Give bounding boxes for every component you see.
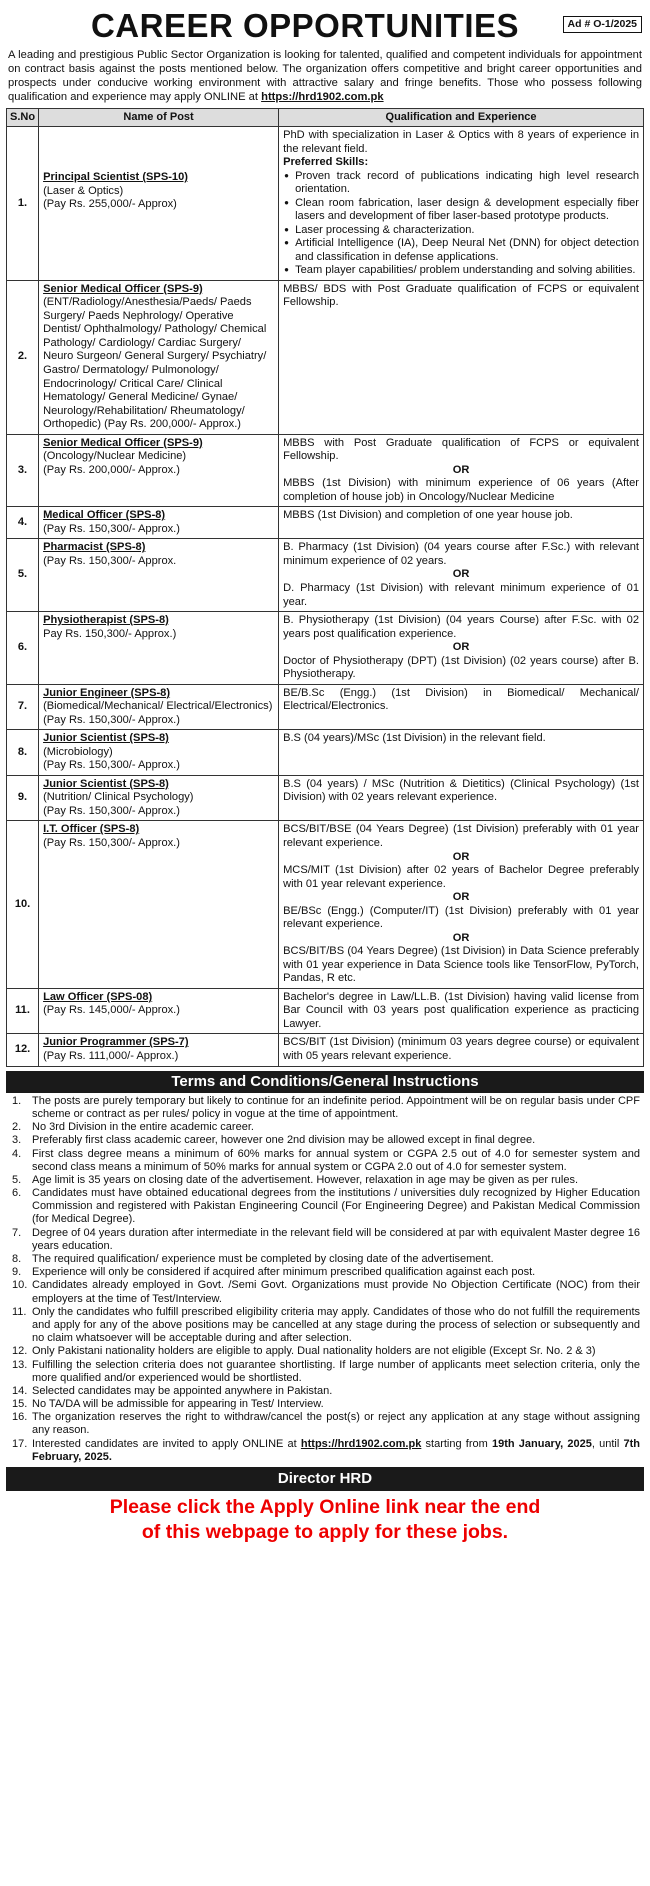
terms-last-text: , until	[591, 1437, 620, 1450]
terms-item-text: The organization reserves the right to withdraw/cancel the post(s) or reject any application at any stage without assigning any reason.	[32, 1411, 640, 1437]
terms-item	[10, 1227, 640, 1253]
terms-item-text: The posts are purely temporary but likely to continue for an indefinite period. Appointment will be on regular basis under CPF scheme or contract as per rules/ policy in vogue at the time of appointment.	[32, 1094, 640, 1120]
terms-item-number: 12.	[12, 1345, 28, 1358]
table-row	[7, 684, 644, 730]
terms-item	[10, 1438, 640, 1464]
qualification-text: MBBS (1st Division) with minimum experience of 06 years (After completion of house job) in Oncology/Nuclear Medicine	[283, 477, 639, 503]
terms-item	[10, 1385, 640, 1398]
terms-item-number: 2.	[12, 1121, 22, 1134]
terms-item	[10, 1095, 640, 1121]
terms-item	[10, 1359, 640, 1385]
table-row	[7, 612, 644, 685]
or-separator: OR	[452, 641, 470, 654]
row-qualification	[279, 280, 644, 434]
header-post: Name of Post	[39, 108, 279, 126]
skill-item: ● Artificial Intelligence (IA), Deep Neural Net (DNN) for object detection and classification in defense applications.	[283, 237, 639, 264]
terms-item	[10, 1174, 640, 1187]
post-title: Law Officer (SPS-08)	[43, 990, 153, 1003]
terms-item	[10, 1398, 640, 1411]
terms-item-number: 10.	[12, 1279, 28, 1292]
post-detail: (Pay Rs. 255,000/- Approx)	[43, 198, 177, 211]
intro-paragraph	[8, 49, 642, 105]
skill-item: ● Clean room fabrication, laser design & development especially fiber lasers and development of fiber laser-based prototype products.	[283, 197, 639, 224]
row-sno: 2.	[7, 280, 39, 434]
row-post	[39, 612, 279, 685]
terms-item	[10, 1134, 640, 1147]
post-title: Senior Medical Officer (SPS-9)	[43, 282, 203, 295]
row-qualification	[279, 126, 644, 280]
terms-item-text: Degree of 04 years duration after intermediate in the relevant field will be considered at par with equivalent Master degree 16 years education.	[32, 1226, 640, 1252]
post-detail: Pay Rs. 150,300/- Approx.)	[43, 627, 177, 640]
row-post	[39, 821, 279, 988]
qualification-text: Doctor of Physiotherapy (DPT) (1st Division) (02 years course) after B. Physiotherapy.	[283, 654, 639, 681]
qualification-text: BCS/BIT/BSE (04 Years Degree) (1st Division) preferably with 01 year relevant experience.	[283, 823, 639, 849]
row-post	[39, 988, 279, 1034]
terms-item-number: 14.	[12, 1384, 28, 1397]
qualification-text: PhD with specialization in Laser & Optics with 8 years of experience in the relevant field.	[283, 128, 639, 155]
qualification-text: MCS/MIT (1st Division) after 02 years of Bachelor Degree preferably with 01 year relevant experience.	[283, 864, 639, 890]
signature-bar: Director HRD	[6, 1467, 644, 1491]
post-title: Principal Scientist (SPS-10)	[43, 170, 188, 183]
qualification-text: B.S (04 years)/MSc (1st Division) in the relevant field.	[283, 732, 546, 745]
qualification-text: Bachelor's degree in Law/LL.B. (1st Division) having valid license from Bar Council with 03 years post qualification experience as practicing Lawyer.	[283, 990, 639, 1030]
terms-item-number: 4.	[12, 1147, 22, 1160]
table-header-row	[7, 108, 644, 126]
or-separator: OR	[452, 891, 470, 904]
row-post	[39, 730, 279, 776]
terms-item-text: No TA/DA will be admissible for appearing in Test/ Interview.	[32, 1398, 324, 1411]
row-post	[39, 507, 279, 539]
terms-item-number: 6.	[12, 1187, 22, 1200]
post-title: Physiotherapist (SPS-8)	[43, 614, 169, 627]
table-row	[7, 730, 644, 776]
terms-apply-link[interactable]: https://hrd1902.com.pk	[300, 1437, 422, 1450]
row-qualification	[279, 684, 644, 730]
terms-item-number: 9.	[12, 1266, 22, 1279]
table-row	[7, 539, 644, 612]
posts-table	[6, 108, 644, 1067]
post-detail: (Pay Rs. 150,300/- Approx.)	[43, 837, 180, 849]
post-detail: (ENT/Radiology/Anesthesia/Paeds/ Paeds Surgery/ Paeds Nephrology/ Operative Dentist/ Ophthalmology/ Pathology/ Chemical Pathology/ Cardiology/ Cardiac Surgery/ Neuro Surgeon/ General Surgery/ Psychiatry/ Gastro/ Dermatology/ Pulmonology/ Endocrinology/ Critical Care/ Clinical Hematology/ General Medicine/ Gynae/ Neurology/Rehabilitation/ Rheumatology/ Orthopedic) (Pay Rs. 200,000/- Approx.)	[43, 296, 267, 431]
row-qualification	[279, 988, 644, 1034]
page-title: CAREER OPPORTUNITIES	[90, 7, 520, 44]
row-qualification	[279, 612, 644, 685]
terms-item-text: Experience will only be considered if acquired after minimum prescribed qualification against each post.	[32, 1266, 536, 1279]
qualification-text: MBBS/ BDS with Post Graduate qualification of FCPS or equivalent Fellowship.	[283, 282, 639, 309]
terms-last-text: Interested candidates are invited to apply ONLINE at	[32, 1437, 297, 1450]
row-sno: 11.	[7, 988, 39, 1034]
post-title: Pharmacist (SPS-8)	[43, 541, 146, 554]
skill-item: ● Laser processing & characterization.	[283, 224, 639, 238]
post-detail: (Pay Rs. 150,300/- Approx.)	[43, 713, 180, 726]
post-detail: (Nutrition/ Clinical Psychology)	[43, 791, 194, 804]
end-date: 7th February, 2025.	[32, 1437, 640, 1463]
table-row	[7, 434, 644, 507]
terms-item	[10, 1148, 640, 1174]
terms-item-text: Candidates must have obtained educational degrees from the institutions / universities duly recognized by Higher Education Commission and registered with Pakistan Engineering Council (For Engineering Degree) and Pakistan Medical Commission (for Medical Degree).	[32, 1187, 640, 1226]
terms-item-number: 1.	[12, 1094, 22, 1107]
row-post	[39, 434, 279, 507]
row-post	[39, 684, 279, 730]
post-detail: (Oncology/Nuclear Medicine)	[43, 450, 187, 463]
header	[6, 6, 644, 46]
terms-item	[10, 1187, 640, 1227]
qualification-text: MBBS (1st Division) and completion of one year house job.	[283, 509, 573, 522]
post-title: Junior Engineer (SPS-8)	[43, 686, 171, 699]
terms-item-number: 3.	[12, 1134, 22, 1147]
qualification-text: BCS/BIT (1st Division) (minimum 03 years degree course) or equivalent with 05 years relevant experience.	[283, 1036, 639, 1062]
terms-item-number: 17.	[12, 1437, 28, 1450]
terms-item-text: First class degree means a minimum of 60% marks for annual system or CGPA 2.5 out of 4.0 for semester system and second class means a minimum of 50% marks for annual system or CGPA 2.0 out of 4.0 for semester system.	[32, 1147, 640, 1173]
or-separator: OR	[452, 850, 470, 863]
header-sno: S.No	[7, 108, 39, 126]
terms-item-number: 16.	[12, 1411, 28, 1424]
skills-label: Preferred Skills:	[283, 156, 369, 169]
terms-item-number: 8.	[12, 1253, 22, 1266]
row-qualification	[279, 539, 644, 612]
skill-item: ● Proven track record of publications indicating high level research orientation.	[283, 170, 639, 197]
table-row	[7, 775, 644, 821]
terms-item-text: Age limit is 35 years on closing date of the advertisement. However, relaxation in age may be given as per rules.	[32, 1173, 579, 1186]
post-title: Senior Medical Officer (SPS-9)	[43, 436, 203, 449]
qualification-text: BE/B.Sc (Engg.) (1st Division) in Biomedical/ Mechanical/ Electrical/Electronics.	[283, 686, 639, 713]
post-detail: (Pay Rs. 150,300/- Approx.	[43, 554, 177, 567]
post-detail: (Pay Rs. 150,300/- Approx.)	[43, 522, 180, 535]
terms-item-number: 13.	[12, 1358, 28, 1371]
terms-item	[10, 1411, 640, 1437]
or-separator: OR	[452, 931, 470, 944]
table-row	[7, 126, 644, 280]
terms-last-text: starting from	[425, 1437, 488, 1450]
table-row	[7, 821, 644, 988]
qualification-text: B.S (04 years) / MSc (Nutrition & Dietitics) (Clinical Psychology) (1st Division) with 02 years relevant experience.	[283, 777, 639, 804]
terms-item-text: The required qualification/ experience must be completed by closing date of the advertisement.	[32, 1253, 494, 1266]
row-post	[39, 539, 279, 612]
row-post	[39, 280, 279, 434]
table-row	[7, 988, 644, 1034]
terms-item-number: 11.	[12, 1305, 27, 1318]
terms-item	[10, 1279, 640, 1305]
table-row	[7, 507, 644, 539]
row-sno: 1.	[7, 126, 39, 280]
row-sno: 10.	[7, 821, 39, 988]
row-sno: 6.	[7, 612, 39, 685]
post-detail: (Laser & Optics)	[43, 184, 124, 197]
post-title: Junior Scientist (SPS-8)	[43, 732, 169, 745]
terms-item-number: 15.	[12, 1398, 28, 1411]
skill-item: ● Team player capabilities/ problem understanding and solving abilities.	[283, 264, 639, 278]
row-sno: 9.	[7, 775, 39, 821]
row-sno: 5.	[7, 539, 39, 612]
terms-item-text: Preferably first class academic career, however one 2nd division may be allowed except in final degree.	[32, 1134, 536, 1147]
start-date: 19th January, 2025	[491, 1437, 592, 1450]
ad-number-badge: Ad # O-1/2025	[563, 16, 642, 33]
qualification-text: BCS/BIT/BS (04 Years Degree) (1st Division) in Data Science preferably with 01 year experience in Data Science tools like TensorFlow, PyTorch, Pandas, R etc.	[283, 945, 639, 985]
table-row	[7, 280, 644, 434]
post-detail: (Pay Rs. 150,300/- Approx.)	[43, 804, 180, 817]
skills-list	[283, 170, 639, 278]
apply-notice	[6, 1495, 644, 1544]
posts-body	[7, 126, 644, 1066]
terms-item	[10, 1253, 640, 1266]
post-detail: (Pay Rs. 150,300/- Approx.)	[43, 759, 180, 772]
row-post	[39, 775, 279, 821]
table-row	[7, 1034, 644, 1066]
intro-text: A leading and prestigious Public Sector Organization is looking for talented, qualified and competent individuals for appointment on contract basis against the posts mentioned below. The organization offers competitive and bright career opportunities and prospects under conducive working environment with attractive salary and fringe benefits. Those who possess following qualification and experience may apply ONLINE at	[8, 49, 642, 103]
post-title: Medical Officer (SPS-8)	[43, 509, 166, 522]
post-detail: (Pay Rs. 200,000/- Approx.)	[43, 463, 180, 476]
qualification-text: B. Physiotherapy (1st Division) (04 years Course) after F.Sc. with 02 years post qualification experience.	[283, 614, 639, 640]
row-sno: 8.	[7, 730, 39, 776]
row-qualification	[279, 775, 644, 821]
terms-list	[10, 1095, 640, 1464]
terms-item-text: Only Pakistani nationality holders are eligible to apply. Dual nationality holders are not eligible (Except Sr. No. 2 & 3)	[32, 1345, 596, 1358]
terms-item-text: Fulfilling the selection criteria does not guarantee shortlisting. If large number of applicants meet selection criteria, only the more qualified and/or experienced would be shortlisted.	[32, 1358, 640, 1384]
qualification-text: BE/BSc (Engg.) (Computer/IT) (1st Division) preferably with 01 year relevant experience.	[283, 904, 639, 931]
row-sno: 3.	[7, 434, 39, 507]
terms-item	[10, 1345, 640, 1358]
post-detail: (Microbiology)	[43, 745, 113, 758]
terms-item-text: No 3rd Division in the entire academic career.	[32, 1121, 254, 1134]
or-separator: OR	[452, 463, 470, 476]
row-qualification	[279, 1034, 644, 1066]
apply-notice-line2: of this webpage to apply for these jobs.	[141, 1520, 509, 1543]
or-separator: OR	[452, 568, 470, 581]
terms-heading: Terms and Conditions/General Instructions	[6, 1071, 644, 1093]
apply-notice-line1: Please click the Apply Online link near the end	[109, 1496, 541, 1519]
terms-item-number: 7.	[12, 1226, 22, 1239]
terms-item	[10, 1121, 640, 1134]
terms-item-number: 5.	[12, 1173, 22, 1186]
row-post	[39, 1034, 279, 1066]
terms-item	[10, 1266, 640, 1279]
qualification-text: D. Pharmacy (1st Division) with relevant minimum experience of 01 year.	[283, 581, 639, 608]
post-detail: (Pay Rs. 111,000/- Approx.)	[43, 1049, 179, 1062]
apply-link[interactable]: https://hrd1902.com.pk	[261, 90, 384, 103]
row-qualification	[279, 730, 644, 776]
header-qual: Qualification and Experience	[279, 108, 644, 126]
qualification-text: B. Pharmacy (1st Division) (04 years course after F.Sc.) with relevant minimum experience of 02 years.	[283, 541, 639, 567]
row-post	[39, 126, 279, 280]
row-qualification	[279, 821, 644, 988]
post-title: Junior Scientist (SPS-8)	[43, 777, 169, 790]
post-title: Junior Programmer (SPS-7)	[43, 1036, 189, 1049]
row-sno: 4.	[7, 507, 39, 539]
terms-item-text: Only the candidates who fulfill prescribed eligibility criteria may apply. Candidates of those who do not fulfill the requirements and apply for any of the above positions may be cancelled at any stage during the process of selection or subsequently and no claim whatsoever will be acceptable during and after selection.	[32, 1305, 640, 1345]
terms-item-text: Candidates already employed in Govt. /Semi Govt. Organizations must provide No Objection Certificate (NOC) from their employers at the time of Test/Interview.	[32, 1279, 640, 1305]
post-detail: (Biomedical/Mechanical/ Electrical/Electronics)	[43, 700, 273, 713]
row-sno: 7.	[7, 684, 39, 730]
qualification-text: MBBS with Post Graduate qualification of FCPS or equivalent Fellowship.	[283, 436, 639, 463]
post-title: I.T. Officer (SPS-8)	[43, 823, 140, 836]
row-qualification	[279, 507, 644, 539]
row-qualification	[279, 434, 644, 507]
terms-item	[10, 1306, 640, 1346]
terms-item-text: Selected candidates may be appointed anywhere in Pakistan.	[32, 1384, 333, 1397]
row-sno: 12.	[7, 1034, 39, 1066]
post-detail: (Pay Rs. 145,000/- Approx.)	[43, 1004, 180, 1017]
